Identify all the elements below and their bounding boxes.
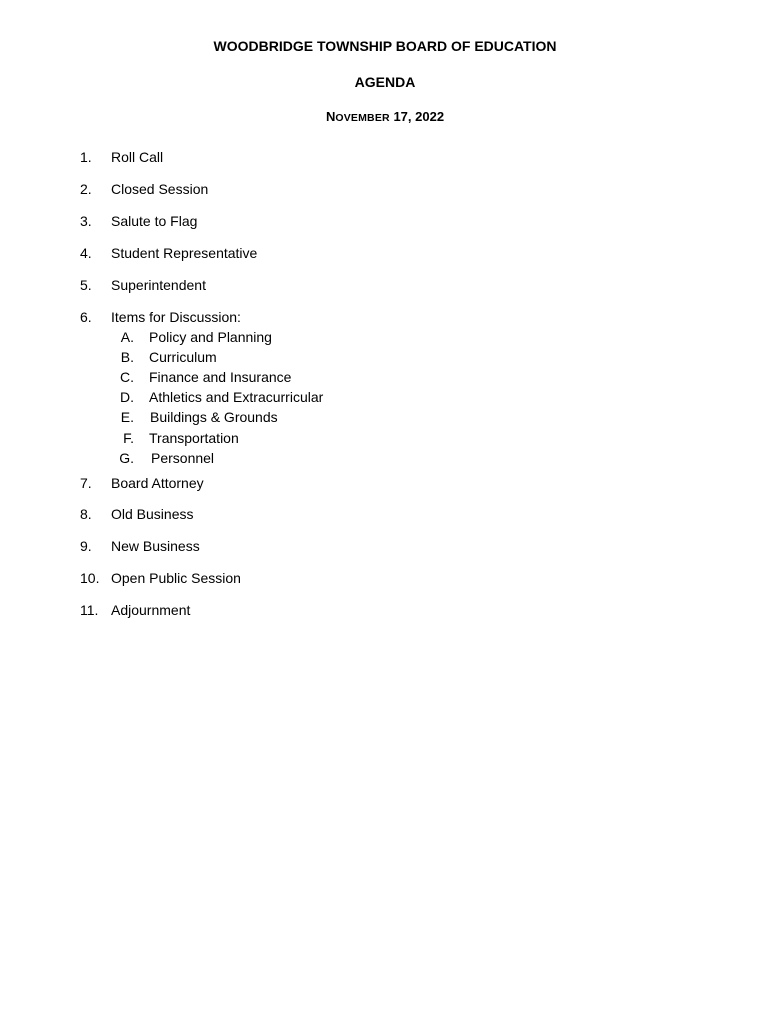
discussion-subitem bbox=[0, 388, 770, 406]
subitem-label: Policy and Planning bbox=[149, 329, 272, 345]
discussion-subitem bbox=[0, 368, 770, 386]
item-number: 4. bbox=[80, 245, 92, 261]
item-label: Items for Discussion: bbox=[111, 309, 241, 325]
subitem-letter: A. bbox=[120, 329, 134, 345]
subitem-label: Personnel bbox=[151, 450, 215, 466]
item-label: Closed Session bbox=[111, 181, 209, 197]
date-day-year: 17, 2022 bbox=[389, 109, 445, 124]
subitem-letter: C. bbox=[120, 369, 134, 385]
discussion-subitem bbox=[0, 449, 770, 467]
item-number: 3. bbox=[80, 213, 92, 229]
item-number: 10. bbox=[80, 570, 100, 586]
item-label: Salute to Flag bbox=[111, 213, 198, 229]
agenda-item bbox=[0, 212, 770, 230]
subitem-letter: G. bbox=[119, 450, 134, 466]
subitem-letter: B. bbox=[120, 349, 134, 365]
agenda-item bbox=[0, 569, 770, 587]
subitem-label: Transportation bbox=[149, 430, 239, 446]
subitem-label: Athletics and Extracurricular bbox=[149, 389, 324, 405]
item-number: 7. bbox=[80, 475, 92, 491]
item-number: 8. bbox=[80, 506, 92, 522]
discussion-subitem bbox=[0, 429, 770, 447]
discussion-subitem bbox=[0, 328, 770, 346]
agenda-item bbox=[0, 601, 770, 619]
item-number: 5. bbox=[80, 277, 92, 293]
item-label: Open Public Session bbox=[111, 570, 241, 586]
date-month-rest: OVEMBER bbox=[335, 112, 390, 124]
item-number: 9. bbox=[80, 538, 92, 554]
organization-title: WOODBRIDGE TOWNSHIP BOARD OF EDUCATION bbox=[213, 38, 557, 54]
document-title: AGENDA bbox=[354, 74, 416, 90]
item-number: 6. bbox=[80, 309, 92, 325]
agenda-item bbox=[0, 537, 770, 555]
agenda-item bbox=[0, 505, 770, 523]
item-label: Board Attorney bbox=[111, 475, 204, 491]
agenda-item bbox=[0, 180, 770, 198]
subitem-label: Buildings & Grounds bbox=[150, 409, 278, 425]
subitem-letter: E. bbox=[120, 409, 134, 425]
agenda-item bbox=[0, 308, 770, 326]
item-label: Superintendent bbox=[111, 277, 206, 293]
discussion-subitem bbox=[0, 348, 770, 366]
subitem-label: Finance and Insurance bbox=[149, 369, 292, 385]
item-number: 11. bbox=[80, 602, 99, 618]
item-label: Roll Call bbox=[111, 149, 164, 165]
item-number: 2. bbox=[80, 181, 92, 197]
meeting-date bbox=[0, 109, 770, 126]
subitem-label: Curriculum bbox=[149, 349, 217, 365]
item-label: Old Business bbox=[111, 506, 194, 522]
agenda-item bbox=[0, 474, 770, 492]
subitem-letter: F. bbox=[123, 430, 134, 446]
agenda-item bbox=[0, 276, 770, 294]
agenda-item bbox=[0, 244, 770, 262]
discussion-subitem bbox=[0, 408, 770, 426]
agenda-item bbox=[0, 148, 770, 166]
item-label: Adjournment bbox=[111, 602, 191, 618]
item-number: 1. bbox=[80, 149, 92, 165]
item-label: Student Representative bbox=[111, 245, 258, 261]
date-initial: N bbox=[325, 109, 336, 124]
subitem-letter: D. bbox=[120, 389, 134, 405]
item-label: New Business bbox=[111, 538, 200, 554]
